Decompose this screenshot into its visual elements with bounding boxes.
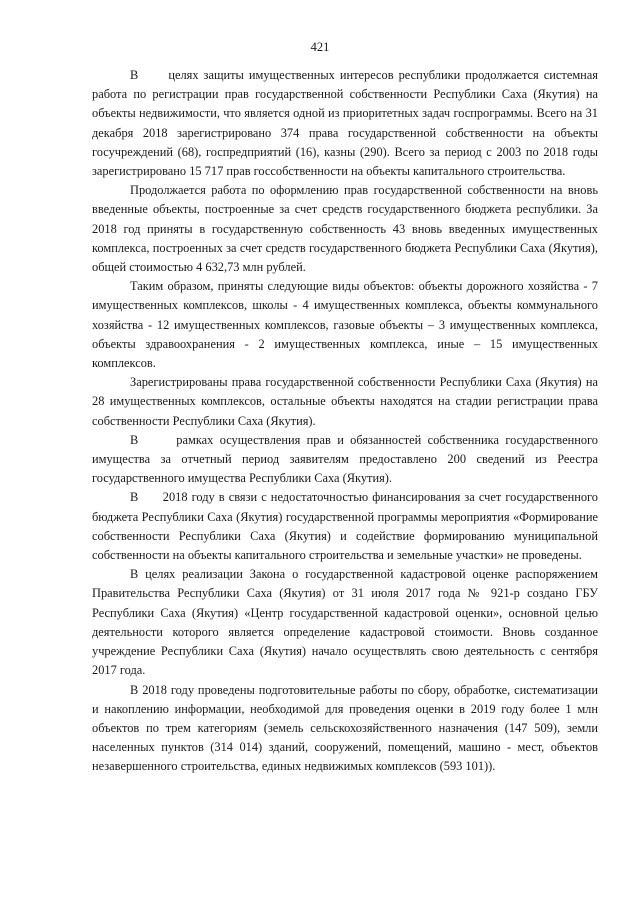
paragraph-property-registration: В целях защиты имущественных интересов республики продолжается системная работа по регистрации прав государственной собственности Республики Саха (Якутия) на объекты недвижимости, что является одной из приоритетных задач госпрограммы. Всего на 31 декабря 2018 зарегистрировано 374 права государственной собственности на объекты госучреждений (68), госпредприятий (16), казны (290). Всего за период с 2003 по 2018 годы зарегистрировано 15 717 прав госсобственности на объекты капитального строительства. (92, 68, 602, 179)
document-body (92, 66, 602, 777)
page-number: 421 (310, 40, 330, 54)
paragraph-funding: В 2018 году в связи с недостаточностью финансирования за счет государственного бюджета Республики Саха (Якутия) государственной программы мероприятия «Формирование собственности Республики Саха (Якутия) и содействие формированию муниципальной собственности на объекты капитального строительства и земельные участки» не проведены. (92, 490, 602, 563)
paragraph-new-objects: Продолжается работа по оформлению прав государственной собственности на вновь введенные объекты, построенные за счет средств государственного бюджета республики. За 2018 год приняты в государственную собственность 43 вновь введенных имущественных комплекса, построенных за счет средств государственного бюджета Республики Саха (Якутия), общей стоимостью 4 632,73 млн рублей. (92, 183, 598, 275)
paragraph-object-types: Таким образом, приняты следующие виды объектов: объекты дорожного хозяйства - 7 имущественных комплексов, школы - 4 имущественных комплекса, объекты коммунального хозяйства - 12 имущественных комплексов, газовые объекты – 3 имущественных комплекса, объекты здравоохранения - 2 имущественных комплекса, иные – 15 имущественных комплексов. (92, 279, 598, 371)
paragraph-preparatory-work: В 2018 году проведены подготовительные работы по сбору, обработке, систематизации и накоплению информации, необходимой для проведения оценки в 2019 году более 1 млн объектов по трем категориям (земель сельскохозяйственного назначения (147 509), земли населенных пунктов (314 014) зданий, сооружений, помещений, машино - мест, объектов незавершенного строительства, единых недвижимых комплексов (593 101)). (92, 682, 598, 774)
paragraph-registered-rights: Зарегистрированы права государственной собственности Республики Саха (Якутия) на 28 имущественных комплексов, остальные объекты находятся на стадии регистрации права собственности Республики Саха (Якутия). (92, 375, 598, 428)
paragraph-cadastral-law: В целях реализации Закона о государственной кадастровой оценке распоряжением Правительства Республики Саха (Якутия) от 31 июля 2017 года № 921-р создано ГБУ Республики Саха (Якутия) «Центр государственной кадастровой оценки», основной целью деятельности которого является определение кадастровой стоимости. Вновь созданное учреждение Республики Саха (Якутия) начало осуществлять свою деятельность с сентября 2017 года. (92, 567, 598, 678)
paragraph-registry-info: В рамках осуществления прав и обязанностей собственника государственного имущества за отчетный период заявителям предоставлено 200 сведений из Реестра государственного имущества Республики Саха (Якутия). (92, 432, 602, 486)
